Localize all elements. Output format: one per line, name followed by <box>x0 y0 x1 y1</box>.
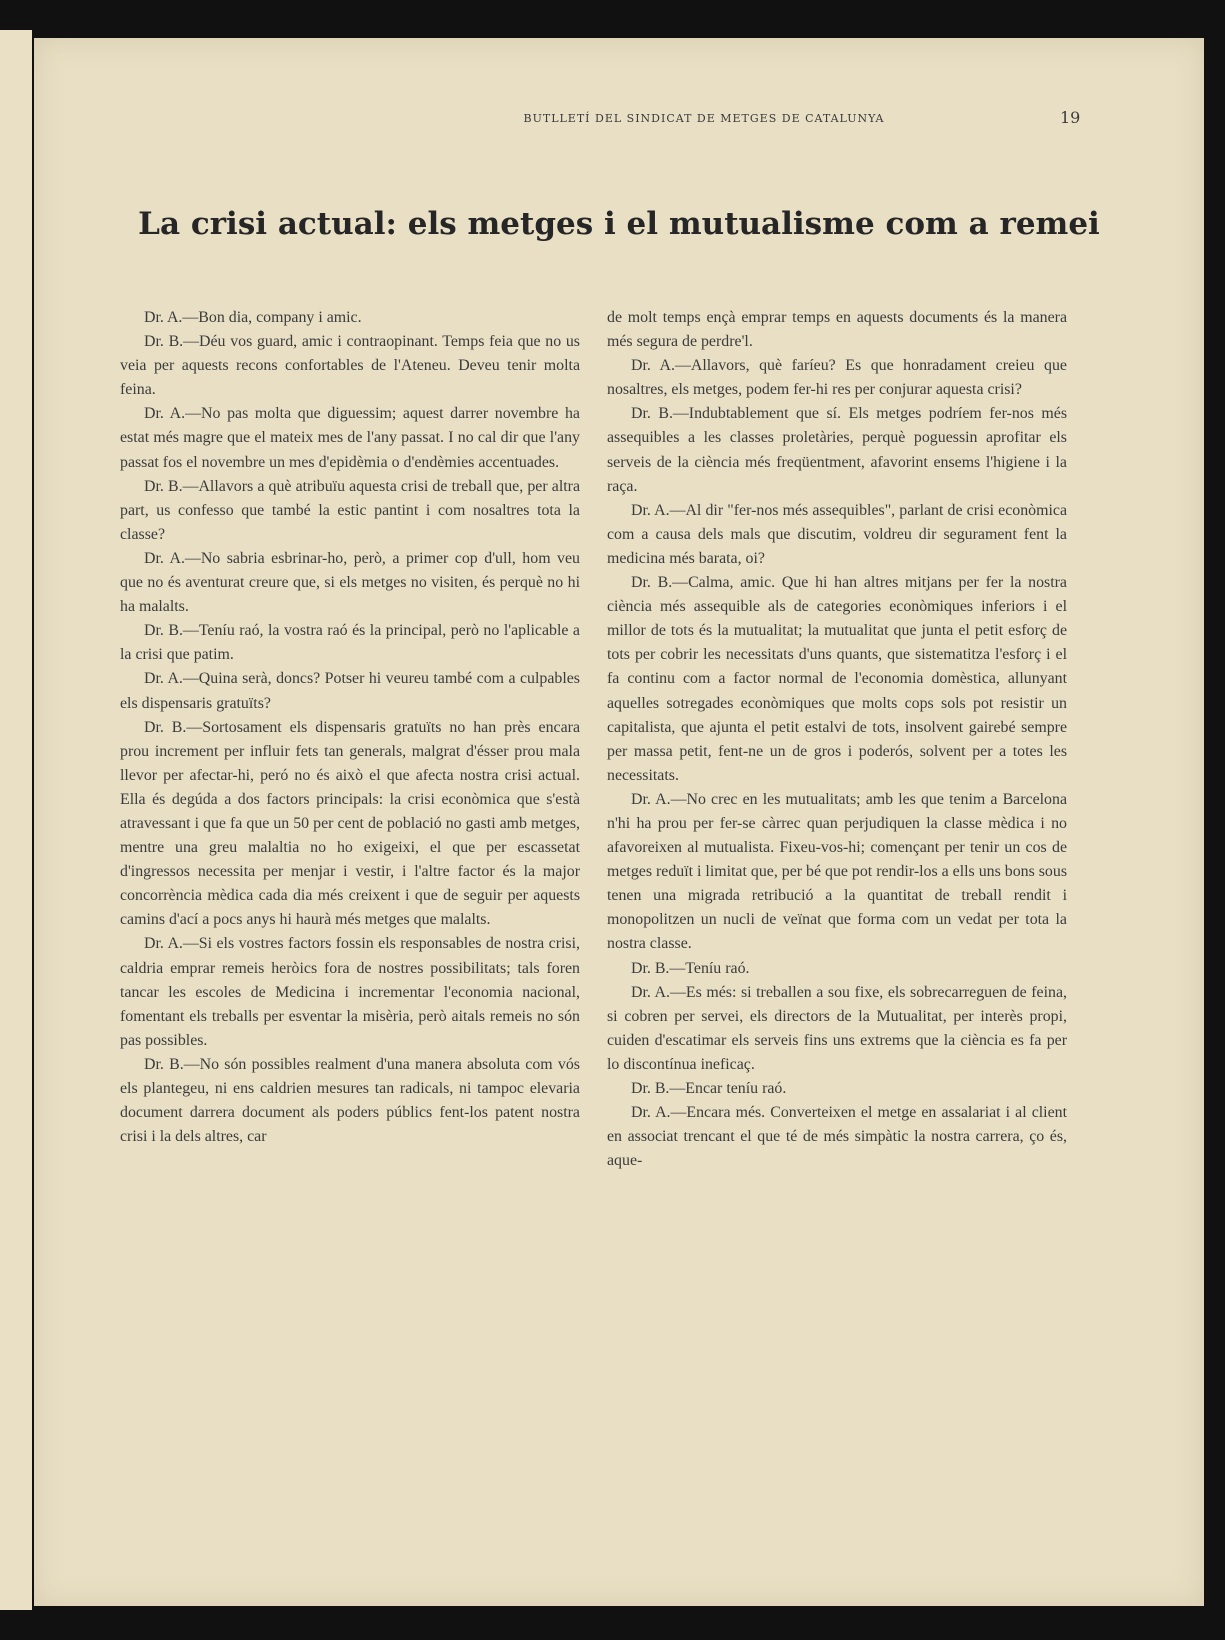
paragraph: Dr. A.—No crec en les mutualitats; amb les que tenim a Barcelona n'hi ha prou per fer-se càrrec quan perjudiquen la classe mèdica i no afavoreixen al mutualista. Fixeu-vos-hi; començant per tenir un cos de metges reduït i limitat que, per bé que pot rendir-los a ells uns bons sous tenen una migrada retribució a la quantitat de treball rendit i monopolitzen un nucli de veïnat que forma com un vedat per tota la nostra classe. <box>607 790 1067 953</box>
page-number: 19 <box>1060 108 1081 127</box>
paragraph: Dr. A.—Encara més. Converteixen el metge en assalariat i al client en associat trencant el que té de més simpàtic la nostra carrera, ço és, aque- <box>607 1104 1067 1170</box>
running-header: BUTLLETÍ DEL SINDICAT DE METGES DE CATALUNYA <box>523 112 885 125</box>
paragraph: Dr. A.—Quina serà, doncs? Potser hi veureu també com a culpables els dispensaris gratuïts? <box>120 670 580 712</box>
paragraph: Dr. A.—No sabria esbrinar-ho, però, a primer cop d'ull, hom veu que no és aventurat creure que, si els metges no visiten, és perquè no hi ha malalts. <box>120 549 580 616</box>
paragraph: Dr. A.—No pas molta que diguessim; aquest darrer novembre ha estat més magre que el mateix mes de l'any passat. I no cal dir que l'any passat fos el novembre un mes d'epidèmia o d'endèmies accentuades. <box>120 405 580 471</box>
paragraph: Dr. B.—Teníu raó, la vostra raó és la principal, però no l'aplicable a la crisi que patim. <box>120 622 580 664</box>
paragraph: Dr. B.—Allavors a què atribuïu aquesta crisi de treball que, per altra part, us confesso que també la estic pantint i com nosaltres tota la classe? <box>120 477 580 543</box>
paragraph: Dr. A.—Bon dia, company i amic. <box>144 309 362 326</box>
paragraph: Dr. B.—Déu vos guard, amic i contraopinant. Temps feia que no us veia per aquests recons confortables de l'Ateneu. Deveu tenir molta feina. <box>120 333 580 399</box>
paragraph: Dr. B.—Encar teníu raó. <box>631 1080 787 1097</box>
article-title: La crisi actual: els metges i el mutualisme com a remei <box>138 206 1100 242</box>
paragraph: Dr. B.—Sortosament els dispensaris gratuïts no han près encara prou increment per influir fets tan generals, malgrat d'ésser prou mala llevor per afectar-hi, peró no és això el que afecta nostra crisi actual. Ella és degúda a dos factors principals: la crisi econòmica que s'està atravessant i que fa que un 50 per cent de població no gasti amb metges, mentre una greu malaltia no ho exigeixi, el que per escassetat d'ingressos necessita per menjar i vestir, i l'altre factor és la major concorrència mèdica cada dia més creixent i que de seguir per aquests camins d'ací a pocs anys hi haurà més metges que malalts. <box>120 718 580 929</box>
paragraph: Dr. A.—Es més: si treballen a sou fixe, els sobrecarreguen de feina, si cobren per servei, els directors de la Mutualitat, per interès propi, cuiden d'escatimar els serveis fins uns extrems que la ciència es fa per lo discontínua ineficaç. <box>607 983 1067 1073</box>
paragraph-continuation: de molt temps ençà emprar temps en aquests documents és la manera més segura de perdre'l. <box>607 309 1067 351</box>
right-column <box>607 306 1067 1173</box>
adjacent-page-edge <box>0 30 32 1610</box>
document-page <box>34 38 1204 1606</box>
paragraph: Dr. A.—Allavors, què faríeu? Es que honradament creieu que nosaltres, els metges, podem fer-hi res per conjurar aquesta crisi? <box>607 357 1067 399</box>
paragraph: Dr. B.—Teníu raó. <box>631 959 750 977</box>
left-column <box>120 306 580 1149</box>
paragraph: Dr. A.—Al dir "fer-nos més assequibles", parlant de crisi econòmica com a causa dels mals que discutim, voldreu dir segurament fent la medicina més barata, oi? <box>607 501 1067 567</box>
paragraph: Dr. B.—Indubtablement que sí. Els metges podríem fer-nos més assequibles a les classes proletàries, perquè poguessin aprofitar els serveis de la ciència més freqüentment, afavorint ensems l'higiene i la raça. <box>607 405 1067 495</box>
paragraph: Dr. A.—Si els vostres factors fossin els responsables de nostra crisi, caldria emprar remeis heròics fora de nostres possibilitats; tals foren tancar les escoles de Medicina i incrementar l'economia nacional, fomentant els treballs per esventar la misèria, però aitals remeis no són pas possibles. <box>120 935 580 1049</box>
paragraph: Dr. B.—No són possibles realment d'una manera absoluta com vós els plantegeu, ni ens caldrien mesures tan radicals, ni tampoc elevaria document darrera document als poders públics fent-los patent nostra crisi i la dels altres, car <box>120 1055 580 1146</box>
paragraph: Dr. B.—Calma, amic. Que hi han altres mitjans per fer la nostra ciència més assequible als de categories econòmiques inferiors i el millor de tots és la mutualitat; la mutualitat que junta el petit esforç de tots per cobrir les necessitats d'uns quants, que sistematitza l'esforç i el fa continu com a factor normal de l'economia domèstica, allunyant aquelles sotregades econòmiques que molts cops sols pot resistir un capitalista, que ajunta el petit estalvi de tots, insolvent gairebé sempre per massa petit, fent-ne un de gros i poderós, solvent per a totes les necessitats. <box>607 574 1067 784</box>
